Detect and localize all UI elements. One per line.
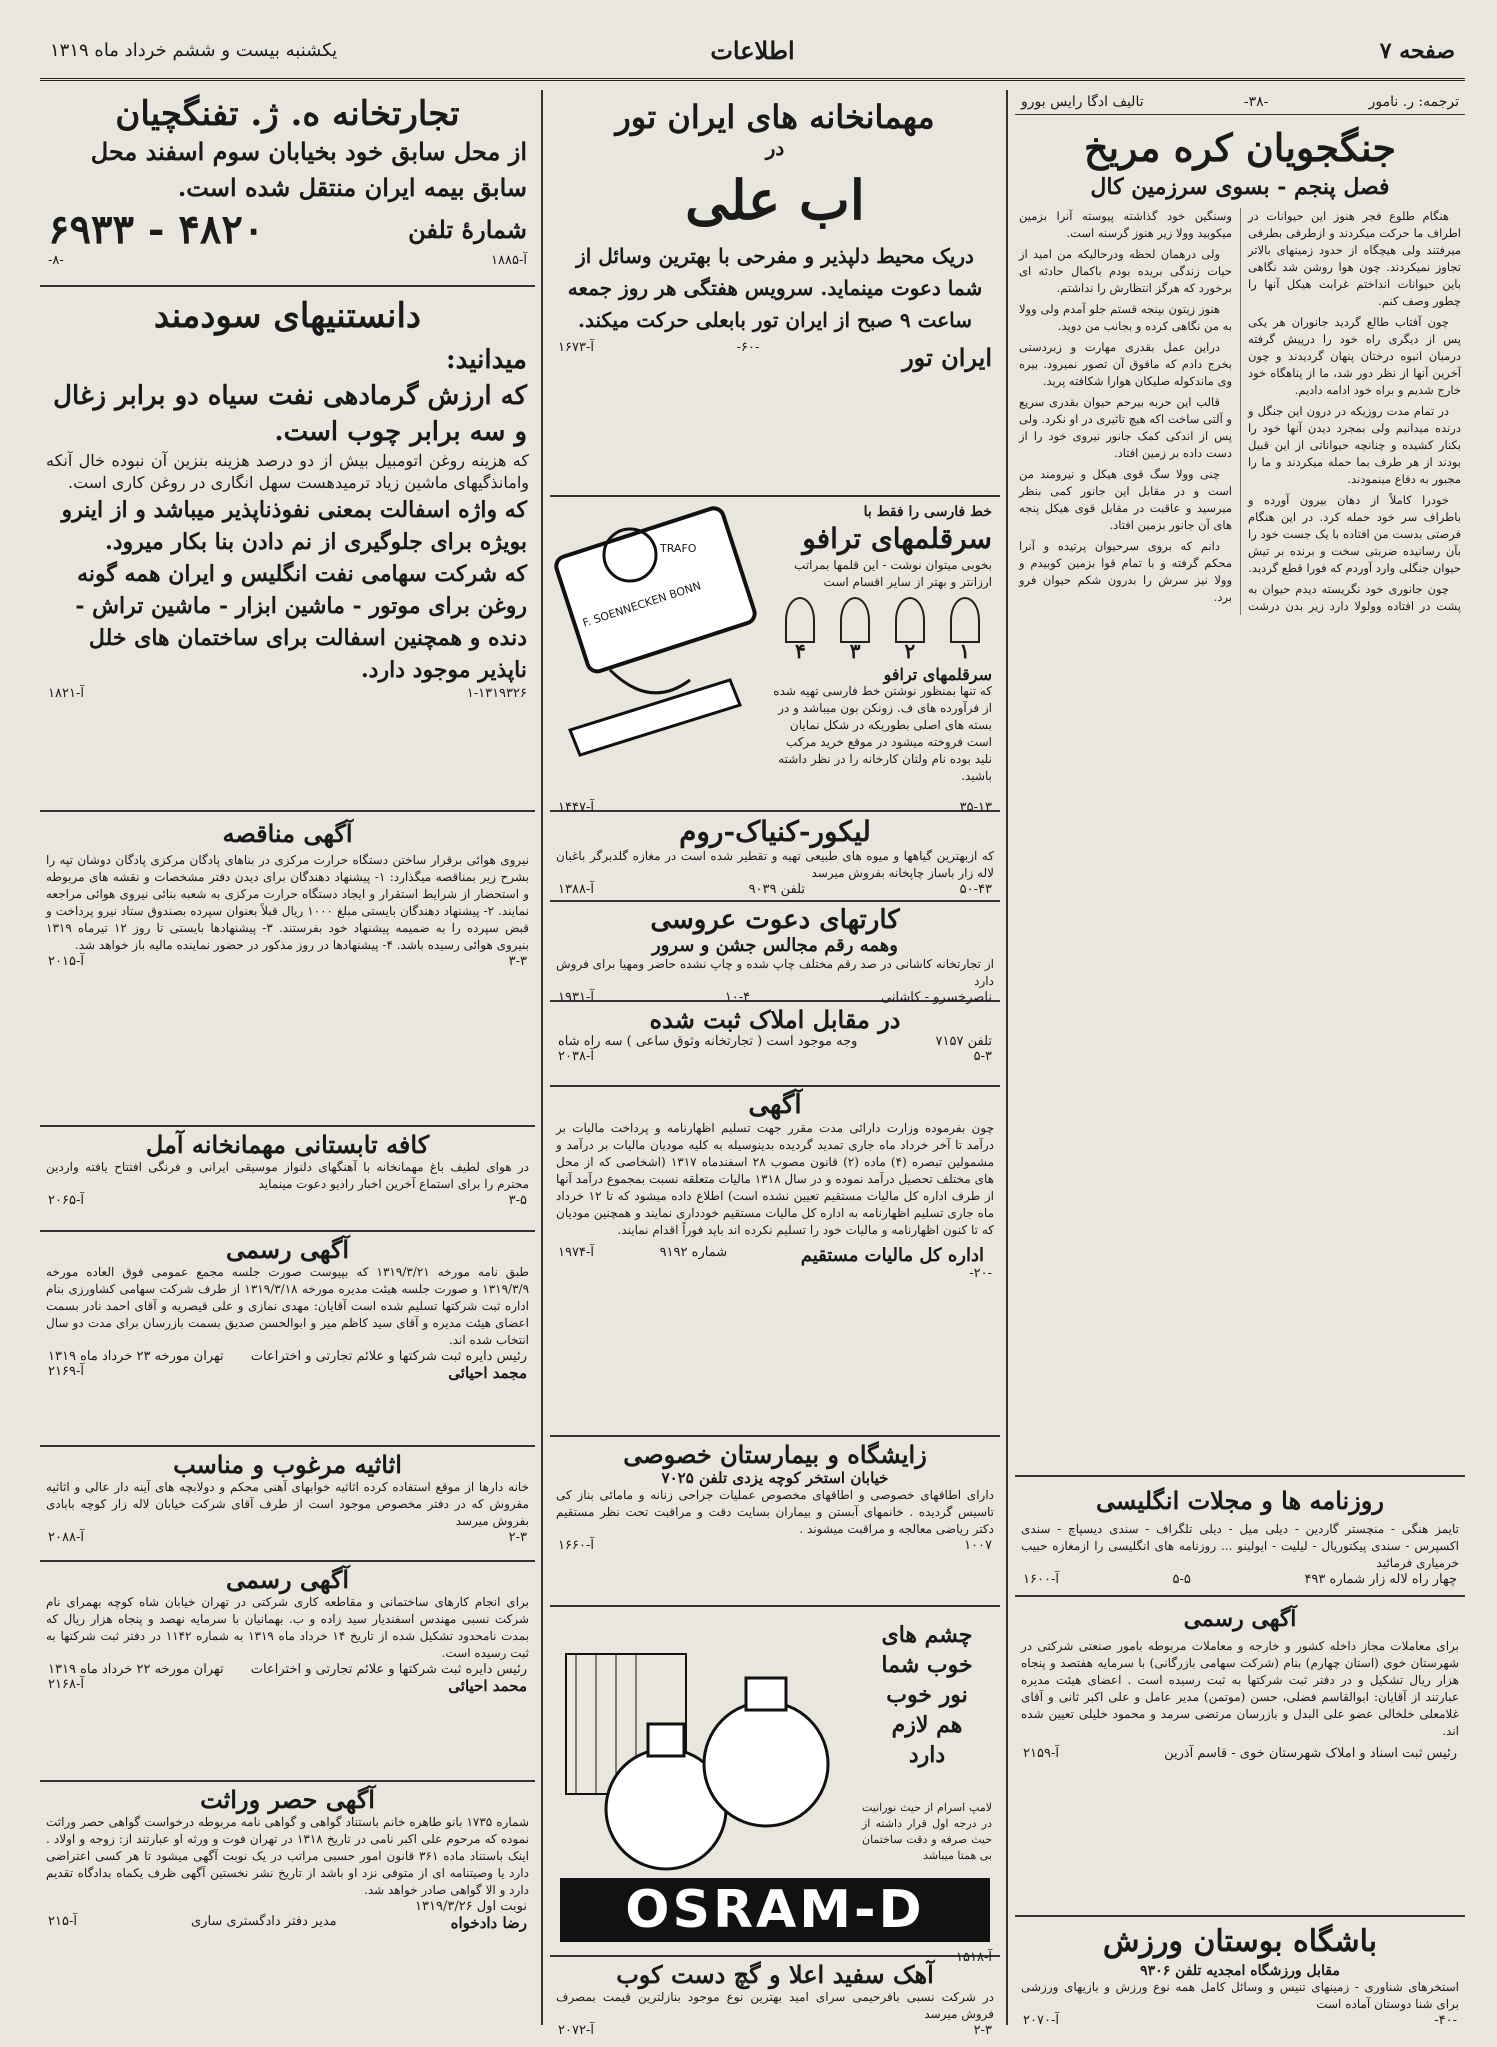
article-title: جنگجویان کره مریخ	[1083, 125, 1396, 170]
nib-icon: ۱	[950, 597, 980, 660]
serial-article	[1015, 90, 1465, 1477]
paragraph: چون آفتاب طالع گردید جانوران هر یکی پس از دیگری راه خود را درپیش گرفته درمیان انبوه درختان پنهان گردیدند و چون آخرین آنها از نظر دور شد، ما از پناهگاه خود خارج شدیم و براه خود ادامه دادیم.	[1248, 315, 1461, 397]
right-column	[1015, 90, 1465, 2028]
newspaper-name: اطلاعات	[710, 36, 795, 65]
paragraph: ولی درهمان لحظه ودرحالیکه من امید از حیات زندگی بریده بودم باکمال حادثه ای برخورد که هرگز انتظارش را نداشتم.	[1019, 247, 1232, 295]
pen-box-illustration: F. SOENNECKEN BONN TRAFO	[550, 500, 765, 800]
osram-logo: OSRAM-D	[560, 1878, 990, 1942]
maternity-hospital-ad: زایشگاه و بیمارستان خصوصی خیابان استخر کوچه یزدی تلفن ۷۰۲۵ دارای اطاقهای خصوصی و اطاقهای مخصوص عملیات جراحی زنانه و مامائی بناز کی تاسیس گردیده . خانمهای آبستن و بیماران بسایت دقت و مراقبت تحت نظر مستقیم دکتر ریاضی معالجه و مراقبت میشوند . ۱۰۰۷ آ-۱۶۶۰	[550, 1440, 1000, 1607]
left-column	[40, 90, 535, 2025]
page-header	[40, 30, 1465, 81]
paragraph: هنوز زیتون بپنجه قستم جلو آمدم ولی وولا به من نگاهی کرده و بجانب من دوید.	[1019, 302, 1232, 333]
osram-ad: چشم های خوب شما نور خوب هم لازم دارد لامپ اسرام از حیث نورانیت در درجه اول قرار داشته از حیث صرفه و دقت ساختمان بی همتا میباشد OSRAM-D آ-۱۵۱۸	[550, 1610, 1000, 1957]
middle-column	[550, 90, 1000, 2038]
newspaper-page	[40, 30, 1465, 2038]
translator: ترجمه: ر. نامور	[1368, 94, 1459, 110]
lime-ad: آهک سفید اعلا و گچ دست کوب در شرکت نسبی بافرحیمی سرای امید بهترین نوع موجود بنازلترین قیمت بمصرف فروش میرسد ۲-۳ آ-۲۰۷۲	[556, 1960, 994, 2038]
trafo-pen-ad: خط فارسی را فقط با سرقلمهای ترافو بخوبی میتوان نوشت - این قلمها بمراتب ارزانتر و بهتر از سایر اقسام است ۱ ۲ ۳ ۴ سرقلمهای ترافو که تنها بمنظور نوشتن خط فارسی تهیه شده از فرآورده های ف. زونکن بون میباشد و در بسته های اصلی بطوریکه در شکل نمایان است فروخته میشود در موقع خرید مرکب نلید بوده نام ولتان کارخانه را در نظر داشته باشید. F. SOENNECKEN BONN TRAFO ۳۵-۱۳ آ-۱۴۴۷	[550, 500, 1000, 812]
slogan: چشم های خوب شما نور خوب هم لازم دارد	[881, 1622, 973, 1768]
english-papers-ad: روزنامه ها و مجلات انگلیسی تایمز هنگی - منچستر گاردین - دیلی میل - دیلی تلگراف - سندی دیسپاچ - سندی اکسپرس - سندی پیکتوریال - لیلیت - ایولینو ... روزنامه های انگلیسی را ازمغازه حبیب خرمیاری فرمائید چهار راه لاله زار شماره ۴۹۳ ۵-۵ آ-۱۶۰۰	[1015, 1480, 1465, 1597]
paragraph: چنی وولا سگ قوی هیکل و نیرومند من است و در مقابل این جانور کمی بنظر میرسید و عاقبت در مقابل قوی هیکل پنجه های آن جانور بزمین افتاد.	[1019, 467, 1232, 532]
column-divider	[1006, 90, 1008, 2025]
liquor-ad: لیکور-کنیاک-روم که ازبهترین گیاهها و میوه های طبیعی تهیه و تقطیر شده است در مغازه گلدبرگر باغبان لاله زار باساز چاپخانه بفروش میرسد ۵۰-۴۳ تلفن ۹۰۳۹ آ-۱۳۸۸	[550, 815, 1000, 902]
paragraph: دانم که بروی سرحیوان پرتیده و آنرا محکم گرفته و با تمام قوا بزمین کوبیدم و وولا نیز سرش را بدرون شکم حیوان فرو برد.	[1019, 539, 1232, 604]
article-meta	[1015, 90, 1465, 115]
pen-nibs	[773, 597, 992, 663]
page-number: صفحه ۷	[1379, 38, 1455, 64]
paragraph: خودرا کاملاً از دهان بیرون آورده و باطراف سر خود حمله کرد. در این هنگام فرصتی بدست من افتاده با یک جست خود را بآن رسانیده ضربتی سخت و برنده بر تیش حیوان جنگلی وارد آوردم که فورا قطع گردید.	[1248, 493, 1461, 575]
issue-date: یکشنبه بیست و ششم خرداد ماه ۱۳۱۹	[50, 40, 338, 61]
article-subtitle: فصل پنجم - بسوی سرزمین کال	[1090, 174, 1390, 200]
official-notice-2: آگهی رسمی برای انجام کارهای ساختمانی و مقاطعه کاری شرکتی در تهران خیابان شاه کوچه بهمرای نام شرکت نسبی مهندس اسفندیار سید زاده و ب. بهمانیان با سرمایه نهصد و پنجاه هزار ریال که بمدت نامحدود تشکیل شده از تاریخ ۱۴ خرداد ماه ۱۳۱۹ به شماره ۱۱۴۲ در دفتر ثبت شرکتها به ثبت رسیده است. رئیس دایره ثبت شرکتها و علائم تجارتی و اختراعات تهران مورخه ۲۲ خرداد ماه ۱۳۱۹ محمد احیائی آ-۲۱۶۸	[40, 1565, 535, 1782]
cafe-ad: کافه تابستانی مهمانخانه آمل در هوای لطیف باغ مهمانخانه با آهنگهای دلنواز موسیقی ایرانی و فرنگی افتتاح یافته واردین محترم را برای استماع آخرین اخبار رادیو دعوت مینماید ۳-۵ آ-۲۰۶۵	[40, 1130, 535, 1232]
inheritance-notice: آگهی حصر وراثت شماره ۱۷۳۵ بانو طاهره خانم باستناد گواهی و گواهی نامه مربوطه درخواست گواهی حصر وراثت نموده که مرحوم علی اکبر نامی در تاریخ ۱۳۱۸ در تهران فوت و ورثه او عبارتند از: زوجه و اولاد . اینک باستناد ماده ۳۶۱ قانون امور حسبی مراتب در یک نوبت آگهی میشود تا هر کسی اعتراضی دارد یا وصیتنامه ای از متوفی نزد او باشد از تاریخ نشر نخستین آگهی ظرف یکماه بدادگاه تقدیم دارد و الا گواهی صادر خواهد شد. نوبت اول ۱۳۱۹/۳/۲۶ رضا دادخواه مدیر دفتر دادگستری ساری آ-۲۱۵	[46, 1785, 529, 1932]
useful-facts-ad: دانستنیهای سودمند میدانید: که ارزش گرمادهی نفت سیاه دو برابر زغال و سه برابر چوب است. که هزینه روغن اتومبیل بیش از دو درصد هزینه بنزین آن نبوده خال آنکه وامانذگیهای ماشین زیاد ترمیدهست سهل انگاری در روغن کاری است. که واژه اسفالت بمعنی نفوذناپذیر میباشد و از اینرو بویژه برای جلوگیری از نم دادن بنا بکار میرود. که شرکت سهامی نفت انگلیس و ایران همه گونه روغن برای موتور - ماشین ابزار - ماشین تراش - دنده و همچنین اسفالت برای ساختمان های خلل ناپذیر موجود دارد. ۱-۱۳۱۹۳۲۶ آ-۱۸۲۱	[40, 290, 535, 812]
episode-number: -۳۸-	[1243, 94, 1269, 110]
iran-tour-ad: مهمانخانه های ایران تور در اب علی دریک محیط دلپذیر و مفرحی با بهترین وسائل از شما دعوت مینماید. سرویس هفتگی هر روز جمعه ساعت ۹ صبح از ایران تور بابعلی حرکت میکند. ایران تور -۶۰- آ-۱۶۷۳	[550, 90, 1000, 497]
property-loan-ad: در مقابل املاک ثبت شده تلفن ۷۱۵۷ وجه موجود است ( تجارتخانه وثوق ساعی ) سه راه شاه ۵-۳ آ-۲۰۳۸	[550, 1005, 1000, 1087]
author: تالیف ادگا رایس بورو	[1021, 94, 1144, 110]
paragraph: در تمام مدت روزیکه در درون این جنگل و درنده میدانیم ولی بمجرد دیدن آنها خود را بکنار کشیده و چنانچه حیواناتی از این قبیل بودند از هر طرف بما حمله میکردند و ما را مجبور به دفاع مینمودند.	[1248, 404, 1461, 486]
light-bulbs-icon	[556, 1614, 856, 1884]
paragraph: چون جانوری خود نگریسته دیدم حیوان به پشت در افتاده وولولا دارد زیر بدن درشت وسنگین خود گذاشته پیوسته آنرا بزمین میکوبید وولا زیر هنوز گرسنه است.	[1019, 209, 1461, 613]
merchant-ad: تجارتخانه ه. ژ. تفنگچیان از محل سابق خود بخیابان سوم اسفند محل سابق بیمه ایران منتقل شده است. شمارهٔ تلفن ۴۸۲۰ - ۶۹۳۳ آ-۱۸۸۵ -۸-	[40, 90, 535, 287]
pen-box-icon	[550, 500, 765, 790]
nib-icon: ۲	[895, 597, 925, 660]
nib-icon: ۳	[840, 597, 870, 660]
paragraph: دراین عمل بقدری مهارت و زبردستی بخرج دادم که مافوق آن تصور نمیرود. بیره وی ماندکوله صلیکان هوارا شکافته پرید.	[1019, 340, 1232, 388]
tax-notice: آگهی چون بفرموده وزارت دارائی مدت مقرر جهت تسلیم اظهارنامه و پرداخت مالیات بر درآمد تا آخر خرداد ماه جاری تمدید گردیده بدینوسیله به کلیه مودیان مالیات بر درآمد و مشمولین تبصره (۴) ماده (۲) قانون مصوب ۲۸ اسفندماه ۱۳۱۷ (اشخاصی که از محل های مختلف تحصیل درآمد نموده و در سال ۱۳۱۸ مالیات متعلقه نسبت بمجموع درآمد آنها از طرف اداره کل مالیات مستقیم تعیین نشده است) اطلاع داده میشود که تا ۱۲ خرداد ماه جاری تسلیم اظهارنامه به اداره کل مالیات مستقیم خودداری نمایند و همچنین مودیان که تا کنون اظهارنامه و مالیات خود را تسلیم نکرده اند باید فوراً اقدام نمایند. اداره کل مالیات مستقیم شماره ۹۱۹۲ آ-۱۹۷۴ -۲۰-	[550, 1090, 1000, 1437]
paragraph: قالب این حربه بیرحم حیوان بقدری سریع و آلتی ساخت اکه هیچ تاثیری در او نکرد. ولی پس از اندکی کمک جانور نیروی خود را از دست داده بر زمین افتاد.	[1018, 395, 1232, 460]
article-body	[1015, 208, 1465, 615]
paragraph: هنگام طلوع فجر هنوز این حیوانات در اطراف ما حرکت میکردند و ازطرفی بطرفی میرفتند ولی هیچگاه از حدود زمینهای بالاتر تجاوز نمیکردند. چون هوا روشن شد نگاهی باین حیوانات انداختم غرابت هیکل آنها را چطور وصف کنم.	[1248, 209, 1461, 308]
club-ad: باشگاه بوستان ورزش مقابل ورزشگاه امجدیه تلفن ۹۳۰۶ استخرهای شناوری - زمینهای تنیس و وسائل کامل همه نوع ورزش و بازیهای ورزشی برای شنا دوستان آماده است -۴۰- آ-۲۰۷۰	[1021, 1924, 1459, 2028]
official-notice-3: آگهی رسمی برای معاملات مجاز داخله کشور و خارجه و معاملات مربوطه بامور صنعتی شرکتی در شهرستان خوی (استان چهارم) بنام (شرکت سهامی بازرگانی) با سرمایه هفتصد و پنجاه هزار ریال تشکیل و در دفتر ثبت شرکتها به ثبت رسیده است . اعضای هیئت مدیره عبارتند از آقایان: ابوالقاسم فضلی، حسن (موتمن) مدیر عامل و علی اکبر ثانی و آقای غلامعلی خلخالی عضو علی البدل و بازرسان مرتضی سرمد و محمود خلیلی تعیین شده اند. رئیس ثبت اسناد و املاک شهرستان خوی - قاسم آذرین آ-۲۱۵۹	[1015, 1600, 1465, 1917]
column-divider	[541, 90, 543, 2025]
official-notice-1: آگهی رسمی طبق نامه مورخه ۱۳۱۹/۳/۲۱ که بپیوست صورت جلسه مجمع عمومی فوق العاده مورخه ۱۳۱۹/۳/۹ و صورت جلسه هیئت مدیره مورخه ۱۳۱۹/۳/۱۸ از طرف شرکت سهامی کشاورزی بنام اداره ثبت شرکتها تسلیم شده است آقایان: مهدی نمازی و علی قیصریه و آقای احمد نادر بسمت اعضای هیئت مدیره و آقای سید کاظم میر و ابوالحسن صدیق بسمت بازرسان برای مدت دو سال انتخاب شده اند. رئیس دایره ثبت شرکتها و علائم تجارتی و اختراعات تهران مورخه ۲۳ خرداد ماه ۱۳۱۹ مجمد احیائی آ-۲۱۶۹	[40, 1235, 535, 1447]
furniture-ad: اثاثیه مرغوب و مناسب خانه دارها از موقع استفاده کرده اثاثیه خوابهای آهنی محکم و دولابچه های آینه دار عالی و اثاثیه مفروش که در دفتر مخصوص موجود است از طرف آقای شرکت خیابان لاله زار کوچه بابادی بفروش میرسد ۲-۳ آ-۲۰۸۸	[40, 1450, 535, 1562]
tender-notice: آگهی مناقصه نیروی هوائی برقرار ساختن دستگاه حرارت مرکزی در بناهای پادگان مرکزی پادگان دوشان تپه را بشرح زیر بمناقصه میگذارد: ۱- پیشنهاد دهندگان برای دیدن دفتر مشخصات و نقشه های مربوطه و استحضار از شرایط استقرار و ایجاد دستگاه حرارت مرکزی به شعبه بنائی نیروی هوائی مراجعه نمایند. ۲- پیشنهاد دهندگان بایستی مبلغ ۱۰۰۰ ریال قبلاً بعنوان سپرده بصندوق ستاد نیرو پرداخت و قبض سپرده را به ضمیمه پیشنهاد خود بفرستند. ۳- پیشنهادها بایستی تا روز ۱۲ تیرماه ۱۳۱۹ بنیروی هوائی رسیده باشد. ۴- پیشنهادها در روز مذکور در حضور نماینده مالیه باز خواهد شد. ۳-۳ آ-۲۰۱۵	[40, 815, 535, 1127]
nib-icon: ۴	[785, 597, 815, 660]
wedding-cards-ad: کارتهای دعوت عروسی وهمه رقم مجالس جشن و سرور از تجارتخانه کاشانی در صد رقم مختلف چاپ شده و چاپ نشده حاضر ومهیا برای فروش دارد ناصرخسرو - کاشانی ۱۰-۴ آ-۱۹۳۱	[550, 905, 1000, 1002]
